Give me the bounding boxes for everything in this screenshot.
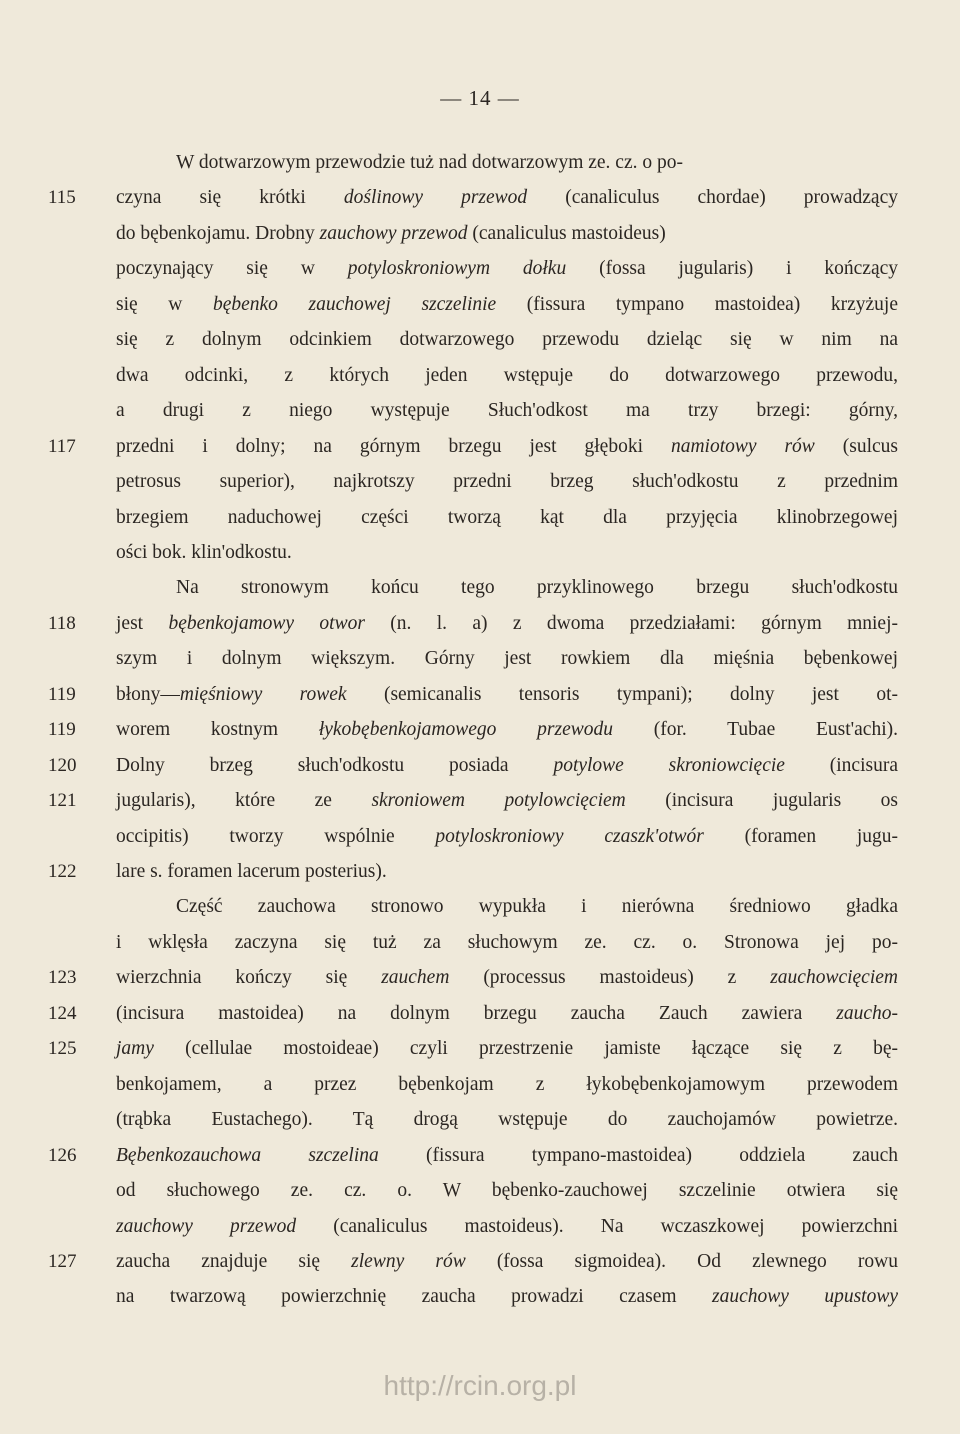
text-run: czyna się krótki (116, 187, 344, 208)
text-run: lare s. foramen lacerum posterius). (116, 861, 387, 882)
margin-number: 124 (48, 1003, 77, 1024)
margin-number: 127 (48, 1251, 77, 1272)
margin-number: 118 (48, 613, 76, 634)
italic-term: zauchowy przewod (319, 223, 468, 244)
text-line (116, 221, 898, 249)
text-line (116, 398, 898, 426)
text-line (116, 540, 898, 568)
italic-term: łykobębenkojamowego przewodu (318, 719, 614, 740)
text-run: (for. Tubae Eust'achi). (613, 719, 898, 740)
italic-term: bębenko zauchowej szczelinie (212, 294, 497, 315)
text-line (116, 646, 898, 674)
text-line (116, 469, 898, 497)
italic-term: potylowe skroniowcięcie (553, 755, 785, 776)
italic-term: zauchowy przewod (116, 1216, 297, 1237)
text-run: i wklęsła zaczyna się tuż za słuchowym ze. cz. o. Stronowa jej po- (116, 932, 898, 953)
text-run: się z dolnym odcinkiem dotwarzowego przewodu dzieląc się w nim na (116, 329, 898, 350)
italic-term: doślinowy przewod (343, 187, 528, 208)
italic-term: zauchowy upustowy (711, 1286, 899, 1307)
italic-term: jamy (116, 1038, 154, 1059)
text-run: poczynający się w (116, 258, 348, 279)
text-run: occipitis) tworzy wspólnie (116, 826, 436, 847)
margin-number: 123 (48, 967, 77, 988)
italic-term: potyloskroniowym dołku (347, 258, 567, 279)
margin-number: 120 (48, 755, 77, 776)
text-run: (cellulae mostoideae) czyli przestrzenie jamiste łączące się z bę- (153, 1038, 898, 1059)
text-run: wierzchnia kończy się (116, 967, 382, 988)
margin-number: 119 (48, 719, 76, 740)
text-run: (fissura tympano-mastoidea) oddziela zauch (378, 1145, 898, 1166)
text-run: (canaliculus mastoideus) (467, 223, 666, 244)
text-line (116, 965, 898, 993)
text-line (116, 930, 898, 958)
text-run: ości bok. klin'odkostu. (116, 542, 292, 563)
margin-number: 126 (48, 1145, 77, 1166)
italic-term: mięśniowy rowek (179, 684, 347, 705)
text-line (116, 682, 898, 710)
text-run: (fossa sigmoidea). Od zlewnego rowu (465, 1251, 898, 1272)
text-line (176, 150, 898, 178)
text-run: worem kostnym (116, 719, 319, 740)
text-line (116, 717, 898, 745)
italic-term: zaucho- (836, 1003, 898, 1024)
text-run: (n. l. a) z dwoma przedziałami: górnym mniej- (364, 613, 899, 634)
text-run: benkojamem, a przez bębenkojam z łykobębenkojamowym przewodem (116, 1074, 898, 1095)
text-run: (foramen jugu- (703, 826, 899, 847)
text-line (116, 1249, 898, 1277)
italic-term: zauchem (381, 967, 450, 988)
text-run: się w (116, 294, 213, 315)
margin-number: 122 (48, 861, 77, 882)
text-run: jugularis), które ze (116, 790, 372, 811)
text-run: dwa odcinki, z których jeden wstępuje do dotwarzowego przewodu, (116, 365, 898, 386)
text-run: (incisura mastoidea) na dolnym brzegu zaucha Zauch zawiera (116, 1003, 837, 1024)
text-line (116, 1284, 898, 1312)
text-run: Część zauchowa stronowo wypukła i nierówna średniowo gładka (176, 896, 898, 917)
text-line (116, 434, 898, 462)
text-line (116, 1036, 898, 1064)
text-line (116, 1107, 898, 1135)
margin-number: 117 (48, 436, 76, 457)
italic-term: zlewny rów (351, 1251, 466, 1272)
margin-number: 121 (48, 790, 77, 811)
text-run: Na stronowym końcu tego przyklinowego brzegu słuch'odkostu (176, 577, 898, 598)
text-line (116, 824, 898, 852)
italic-term: namiotowy rów (670, 436, 815, 457)
text-run: Dolny brzeg słuch'odkostu posiada (116, 755, 554, 776)
text-run: brzegiem naduchowej części tworzą kąt dla przyjęcia klinobrzegowej (116, 507, 898, 528)
text-line (116, 1072, 898, 1100)
italic-term: bębenkojamowy otwor (168, 613, 365, 634)
text-run: (processus mastoideus) z (449, 967, 771, 988)
text-line (116, 256, 898, 284)
text-run: (sulcus (814, 436, 898, 457)
text-run: (fossa jugularis) i kończący (566, 258, 898, 279)
margin-number: 119 (48, 684, 76, 705)
text-line (116, 1178, 898, 1206)
text-run: zaucha znajduje się (116, 1251, 352, 1272)
italic-term: potyloskroniowy czaszk'otwór (435, 826, 704, 847)
page-number: — 14 — (440, 86, 520, 110)
text-run: jest (116, 613, 169, 634)
text-line (176, 894, 898, 922)
text-line (116, 788, 898, 816)
text-run: (incisura jugularis os (625, 790, 898, 811)
margin-number: 125 (48, 1038, 77, 1059)
margin-number: 115 (48, 187, 76, 208)
text-run: (fissura tympano mastoidea) krzyżuje (496, 294, 898, 315)
text-run: petrosus superior), najkrotszy przedni brzeg słuch'odkostu z przednim (116, 471, 898, 492)
text-line (116, 1143, 898, 1171)
text-line (116, 1214, 898, 1242)
text-line (116, 505, 898, 533)
text-line (116, 185, 898, 213)
text-line (116, 327, 898, 355)
text-run: (incisura (784, 755, 898, 776)
text-line (176, 575, 898, 603)
text-run: a drugi z niego występuje Słuch'odkost ma trzy brzegi: górny, (116, 400, 898, 421)
text-line (116, 363, 898, 391)
text-line (116, 753, 898, 781)
source-url-watermark: http://rcin.org.pl (383, 1370, 577, 1401)
text-run: (canaliculus chordae) prowadzący (527, 187, 898, 208)
text-run: na twarzową powierzchnię zaucha prowadzi czasem (116, 1286, 712, 1307)
italic-term: skroniowem potylowcięciem (371, 790, 626, 811)
text-run: szym i dolnym większym. Górny jest rowkiem dla mięśnia bębenkowej (116, 648, 898, 669)
text-line (116, 859, 898, 887)
text-line (116, 292, 898, 320)
text-line (116, 611, 898, 639)
text-run: przedni i dolny; na górnym brzegu jest głęboki (116, 436, 671, 457)
italic-term: Bębenkozauchowa szczelina (116, 1145, 379, 1166)
text-run: (canaliculus mastoideus). Na wczaszkowej powierzchni (296, 1216, 899, 1237)
text-run: (trąbka Eustachego). Tą drogą wstępuje do zauchojamów powietrze. (116, 1109, 898, 1130)
text-run: W dotwarzowym przewodzie tuż nad dotwarzowym ze. cz. o po- (176, 152, 683, 173)
text-run: od słuchowego ze. cz. o. W bębenko-zauchowej szczelinie otwiera się (116, 1180, 898, 1201)
italic-term: zauchowcięciem (770, 967, 898, 988)
text-run: (semicanalis tensoris tympani); dolny jest ot- (346, 684, 898, 705)
text-line (116, 1001, 898, 1029)
text-run: do bębenkojamu. Drobny (116, 223, 320, 244)
text-run: błony— (116, 684, 180, 705)
